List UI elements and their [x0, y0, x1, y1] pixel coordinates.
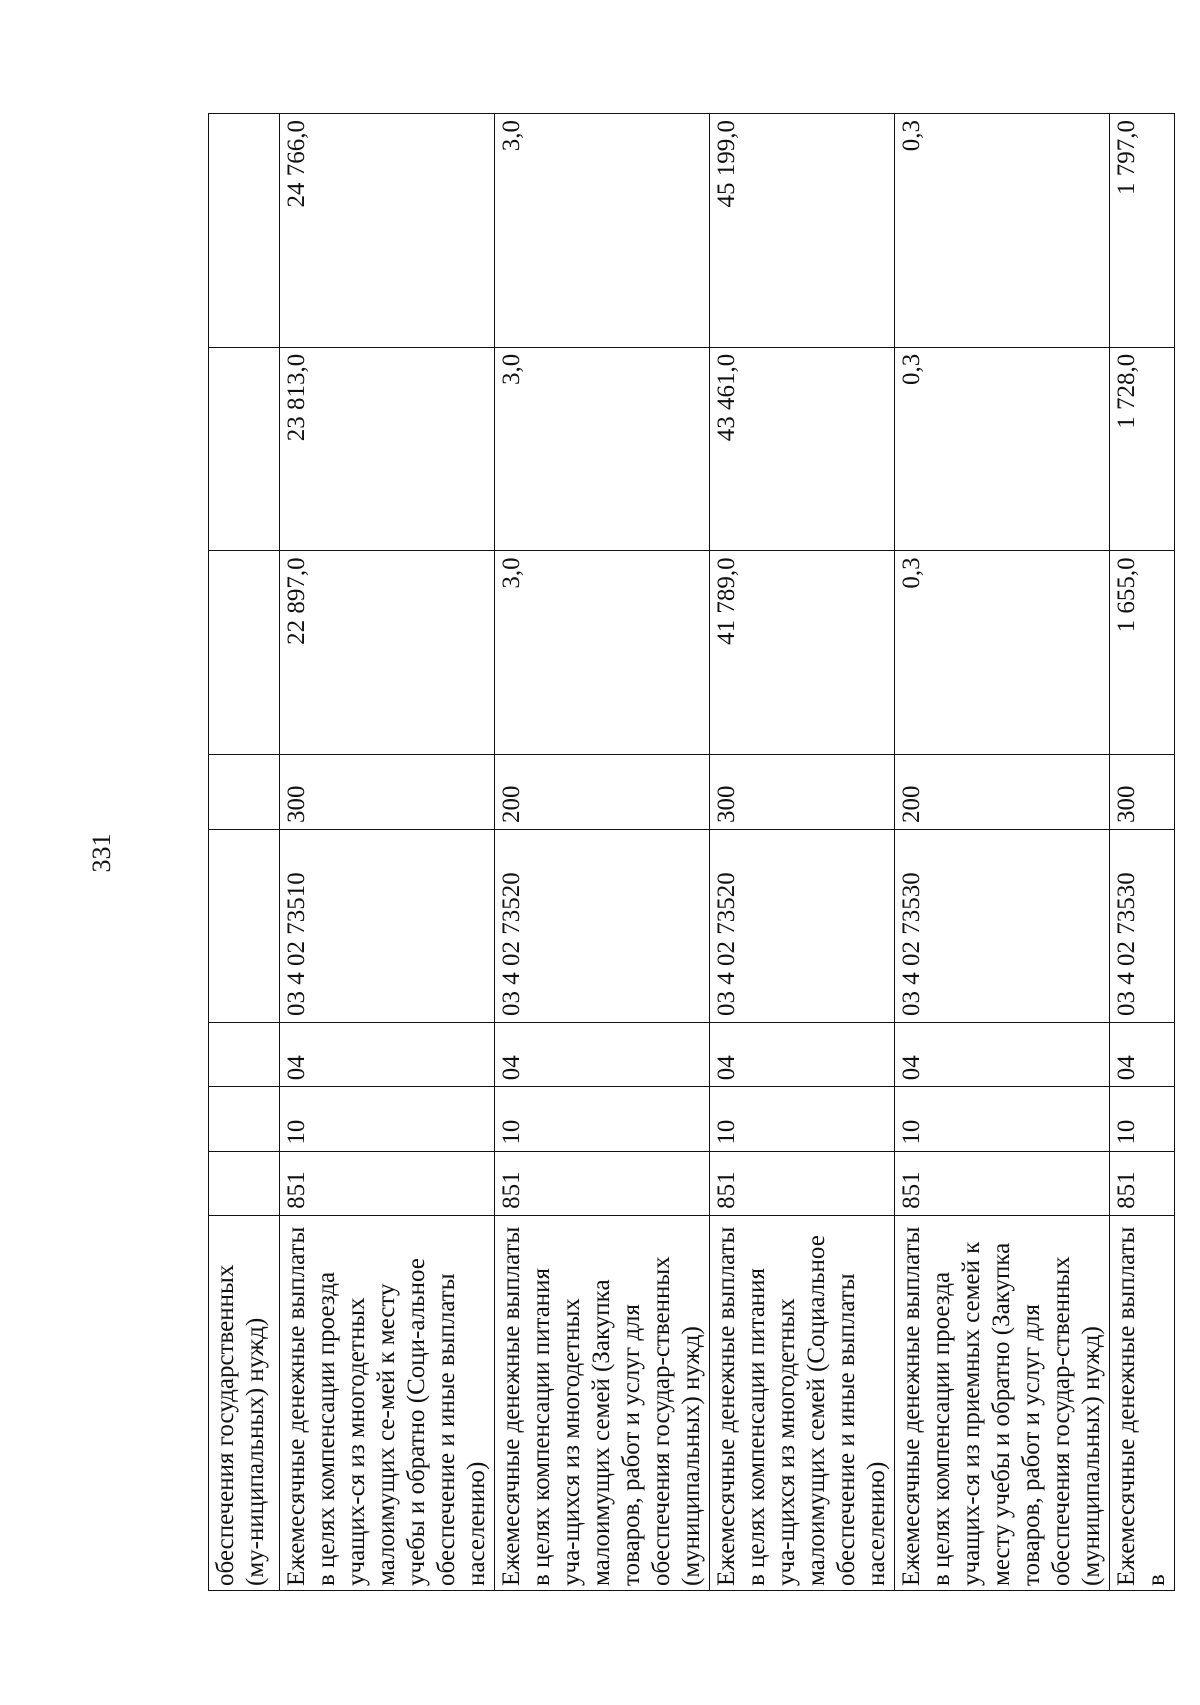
cell-gr: 851 [1110, 1151, 1175, 1215]
table-row [280, 114, 495, 1591]
cell-year1: 3,0 [495, 551, 710, 755]
cell-rz: 10 [1110, 1087, 1175, 1151]
cell-cs [209, 830, 280, 1023]
cell-gr: 851 [895, 1151, 1110, 1215]
cell-vr [209, 755, 280, 830]
cell-year2: 3,0 [495, 347, 710, 551]
cell-cs: 03 4 02 73530 [895, 830, 1110, 1023]
cell-pr: 04 [280, 1022, 495, 1086]
table-row [209, 114, 280, 1591]
cell-year2: 43 461,0 [710, 347, 895, 551]
cell-year3: 3,0 [495, 114, 710, 348]
table-row [710, 114, 895, 1591]
cell-cs: 03 4 02 73520 [710, 830, 895, 1023]
cell-year3: 1 797,0 [1110, 114, 1175, 348]
cell-year3: 45 199,0 [710, 114, 895, 348]
cell-year1: 1 655,0 [1110, 551, 1175, 755]
cell-year1: 22 897,0 [280, 551, 495, 755]
cell-year2 [209, 347, 280, 551]
cell-year2: 0,3 [895, 347, 1110, 551]
table-row [895, 114, 1110, 1591]
budget-table-rotated [208, 113, 1170, 1591]
cell-cs: 03 4 02 73510 [280, 830, 495, 1023]
cell-cs: 03 4 02 73530 [1110, 830, 1175, 1023]
cell-description: Ежемесячные денежные выплаты в целях компенсации проезда учащих-ся из приемных семей к месту учебы и обратно (Закупка товаров, работ и услуг для обеспечения государ-ственных (муниципальных) нужд) [895, 1215, 1110, 1590]
cell-year1: 41 789,0 [710, 551, 895, 755]
cell-year3: 0,3 [895, 114, 1110, 348]
cell-year2: 1 728,0 [1110, 347, 1175, 551]
cell-pr: 04 [895, 1022, 1110, 1086]
cell-description: обеспечения государственных (му-ниципальных) нужд) [209, 1215, 280, 1590]
cell-pr: 04 [710, 1022, 895, 1086]
cell-description: Ежемесячные денежные выплаты в целях компенсации питания уча-щихся из многодетных малоимущих семей (Закупка товаров, работ и услуг для обеспечения государ-ственных (муниципальных) нужд) [495, 1215, 710, 1590]
cell-rz [209, 1087, 280, 1151]
cell-cs: 03 4 02 73520 [495, 830, 710, 1023]
cell-vr: 300 [710, 755, 895, 830]
cell-rz: 10 [710, 1087, 895, 1151]
cell-gr: 851 [710, 1151, 895, 1215]
cell-vr: 300 [1110, 755, 1175, 830]
cell-pr: 04 [495, 1022, 710, 1086]
cell-vr: 200 [895, 755, 1110, 830]
cell-year1: 0,3 [895, 551, 1110, 755]
cell-vr: 200 [495, 755, 710, 830]
cell-pr: 04 [1110, 1022, 1175, 1086]
cell-gr [209, 1151, 280, 1215]
cell-rz: 10 [495, 1087, 710, 1151]
table-row [495, 114, 710, 1591]
cell-description: Ежемесячные денежные выплаты в [1110, 1215, 1175, 1590]
cell-description: Ежемесячные денежные выплаты в целях компенсации питания уча-щихся из многодетных малоимущих семей (Социальное обеспечение и иные выплаты населению) [710, 1215, 895, 1590]
cell-year1 [209, 551, 280, 755]
budget-table [208, 113, 1175, 1591]
cell-year3: 24 766,0 [280, 114, 495, 348]
cell-description: Ежемесячные денежные выплаты в целях компенсации проезда учащих-ся из многодетных малоимущих се-мей к месту учебы и обратно (Соци-альное обеспечение и иные выплаты населению) [280, 1215, 495, 1590]
cell-year2: 23 813,0 [280, 347, 495, 551]
cell-rz: 10 [280, 1087, 495, 1151]
cell-gr: 851 [495, 1151, 710, 1215]
table-row [1110, 114, 1175, 1591]
page-number: 331 [87, 833, 116, 873]
cell-gr: 851 [280, 1151, 495, 1215]
cell-vr: 300 [280, 755, 495, 830]
cell-pr [209, 1022, 280, 1086]
cell-rz: 10 [895, 1087, 1110, 1151]
cell-year3 [209, 114, 280, 348]
